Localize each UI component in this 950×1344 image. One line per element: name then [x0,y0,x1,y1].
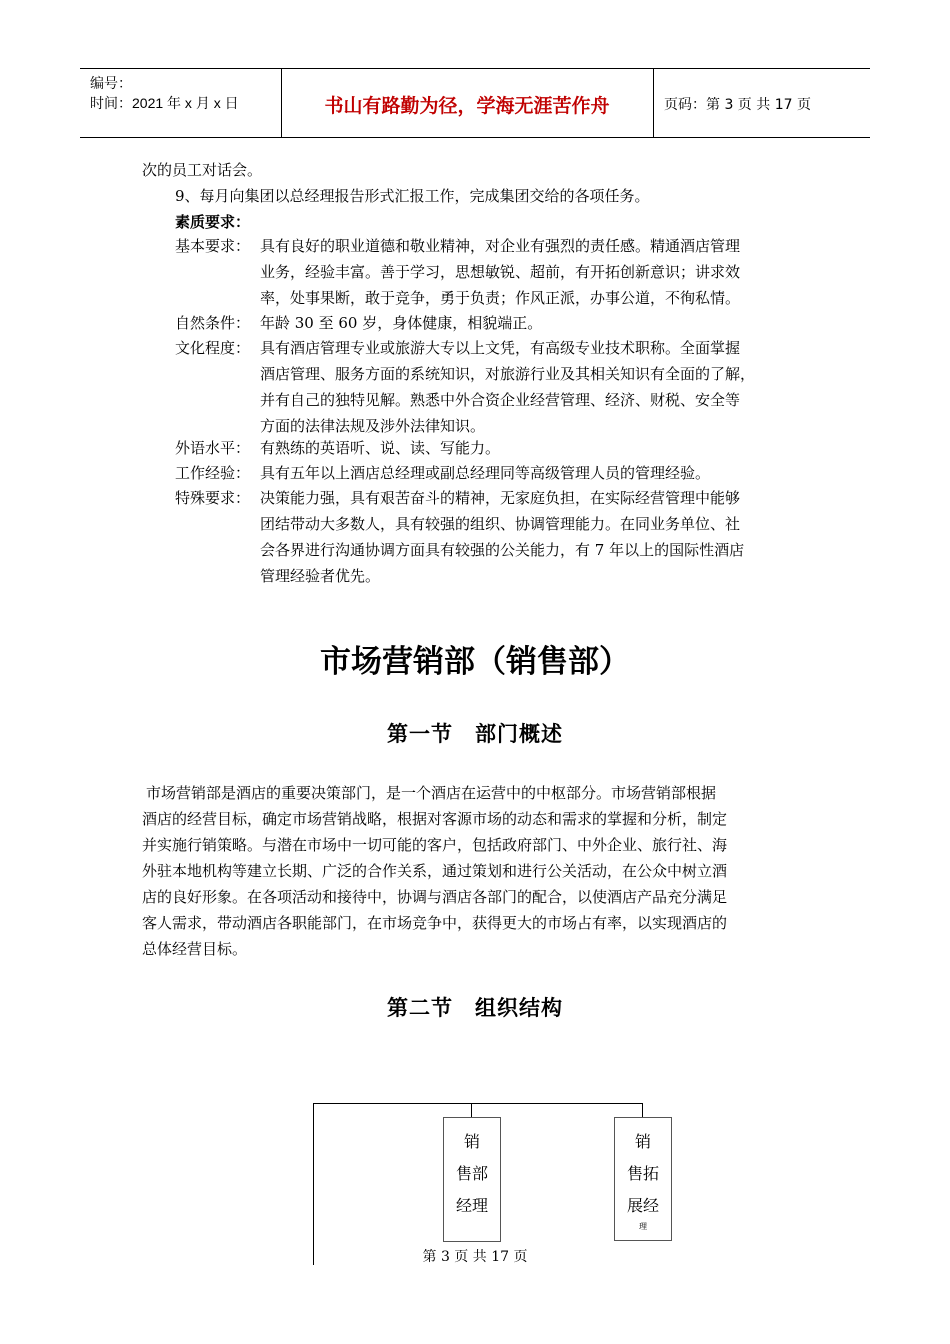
page-header [80,68,870,138]
overview-paragraph [142,780,812,962]
req-line: 决策能力强，具有艰苦奋斗的精神，无家庭负担，在实际经营管理中能够 [260,489,741,507]
section-1-title: 第一节 部门概述 [387,722,563,746]
org-box-line: 销 [463,1132,480,1151]
overview-line: 店的良好形象。在各项活动和接待中，协调与酒店各部门的配合，以使酒店产品充分满足 [142,888,728,906]
org-box-sales-development-manager [614,1117,672,1241]
overview-line: 市场营销部是酒店的重要决策部门，是一个酒店在运营中的中枢部分。市场营销部根据 [146,784,717,802]
header-motto: 书山有路勤为径，学海无涯苦作舟 [324,95,610,117]
req-line: 具有酒店管理专业或旅游大专以上文凭，有高级专业技术职称。全面掌握 [260,339,741,357]
quality-heading: 素质要求： [175,213,251,231]
req-line: 年龄 30 至 60 岁，身体健康，相貌端正。 [260,314,543,332]
req-line: 有熟练的英语听、说、读、写能力。 [260,439,501,457]
req-line: 会各界进行沟通协调方面具有较强的公关能力，有 7 年以上的国际性酒店 [260,541,745,559]
org-box-line: 售部 [455,1164,488,1183]
org-box-line: 经理 [455,1196,488,1215]
req-line: 管理经验者优先。 [260,567,381,585]
date-label: 时间：2021 年 x 月 x 日 [90,95,239,111]
intro-line-1: 次的员工对话会。 [142,161,263,179]
intro-line-2: 9、每月向集团以总经理报告形式汇报工作，完成集团交给的各项任务。 [175,187,650,205]
req-label-language: 外语水平： [175,439,251,457]
req-line: 团结带动大多数人，具有较强的组织、协调管理能力。在同业务单位、社 [260,515,741,533]
req-value-natural [260,310,542,336]
overview-line: 酒店的经营目标，确定市场营销战略，根据对客源市场的动态和需求的掌握和分析，制定 [142,810,728,828]
number-label: 编号： [90,75,132,91]
req-label-natural: 自然条件： [175,314,251,332]
req-label-basic: 基本要求： [175,237,251,255]
overview-line: 外驻本地机构等建立长期、广泛的合作关系，通过策划和进行公关活动，在公众中树立酒 [142,862,728,880]
overview-line: 并实施行销策略。与潜在市场中一切可能的客户，包括政府部门、中外企业、旅行社、海 [142,836,728,854]
req-line: 具有五年以上酒店总经理或副总经理同等高级管理人员的管理经验。 [260,464,711,482]
department-title: 市场营销部（销售部） [320,644,630,680]
org-box-line: 展经 [626,1196,659,1215]
org-box-sales-manager [443,1117,501,1242]
section-2-title: 第二节 组织结构 [387,996,563,1020]
header-divider [653,69,654,137]
req-label-education: 文化程度： [175,339,251,357]
req-line: 酒店管理、服务方面的系统知识，对旅游行业及其相关知识有全面的了解， [260,365,756,383]
org-connector-drop [642,1103,643,1117]
header-page-number: 页码：第 3 页 共 17 页 [664,97,811,113]
req-label-special: 特殊要求： [175,489,251,507]
req-line: 具有良好的职业道德和敬业精神，对企业有强烈的责任感。精通酒店管理 [260,237,741,255]
req-line: 方面的法律法规及涉外法律知识。 [260,417,486,435]
org-box-line: 理 [639,1222,647,1231]
req-value-basic [260,233,740,311]
req-line: 业务，经验丰富。善于学习，思想敏锐、超前，有开拓创新意识；讲求效 [260,263,741,281]
overview-line: 客人需求，带动酒店各职能部门，在市场竞争中，获得更大的市场占有率，以实现酒店的 [142,914,728,932]
req-line: 并有自己的独特见解。熟悉中外合资企业经营管理、经济、财税、安全等 [260,391,741,409]
req-value-special [260,485,744,589]
header-meta [90,73,239,113]
req-label-experience: 工作经验： [175,464,251,482]
org-box-line: 销 [634,1132,651,1151]
org-connector-horizontal [313,1103,643,1104]
req-line: 率，处事果断，敢于竞争，勇于负责；作风正派，办事公道，不徇私情。 [260,289,741,307]
req-value-experience [260,460,710,486]
org-connector-vertical [313,1103,314,1265]
req-value-language [260,435,500,461]
org-connector-drop [471,1103,472,1117]
page-footer: 第 3 页 共 17 页 [422,1249,528,1265]
req-value-education [260,335,755,439]
overview-line: 总体经营目标。 [142,940,248,958]
org-box-line: 售拓 [626,1164,659,1183]
